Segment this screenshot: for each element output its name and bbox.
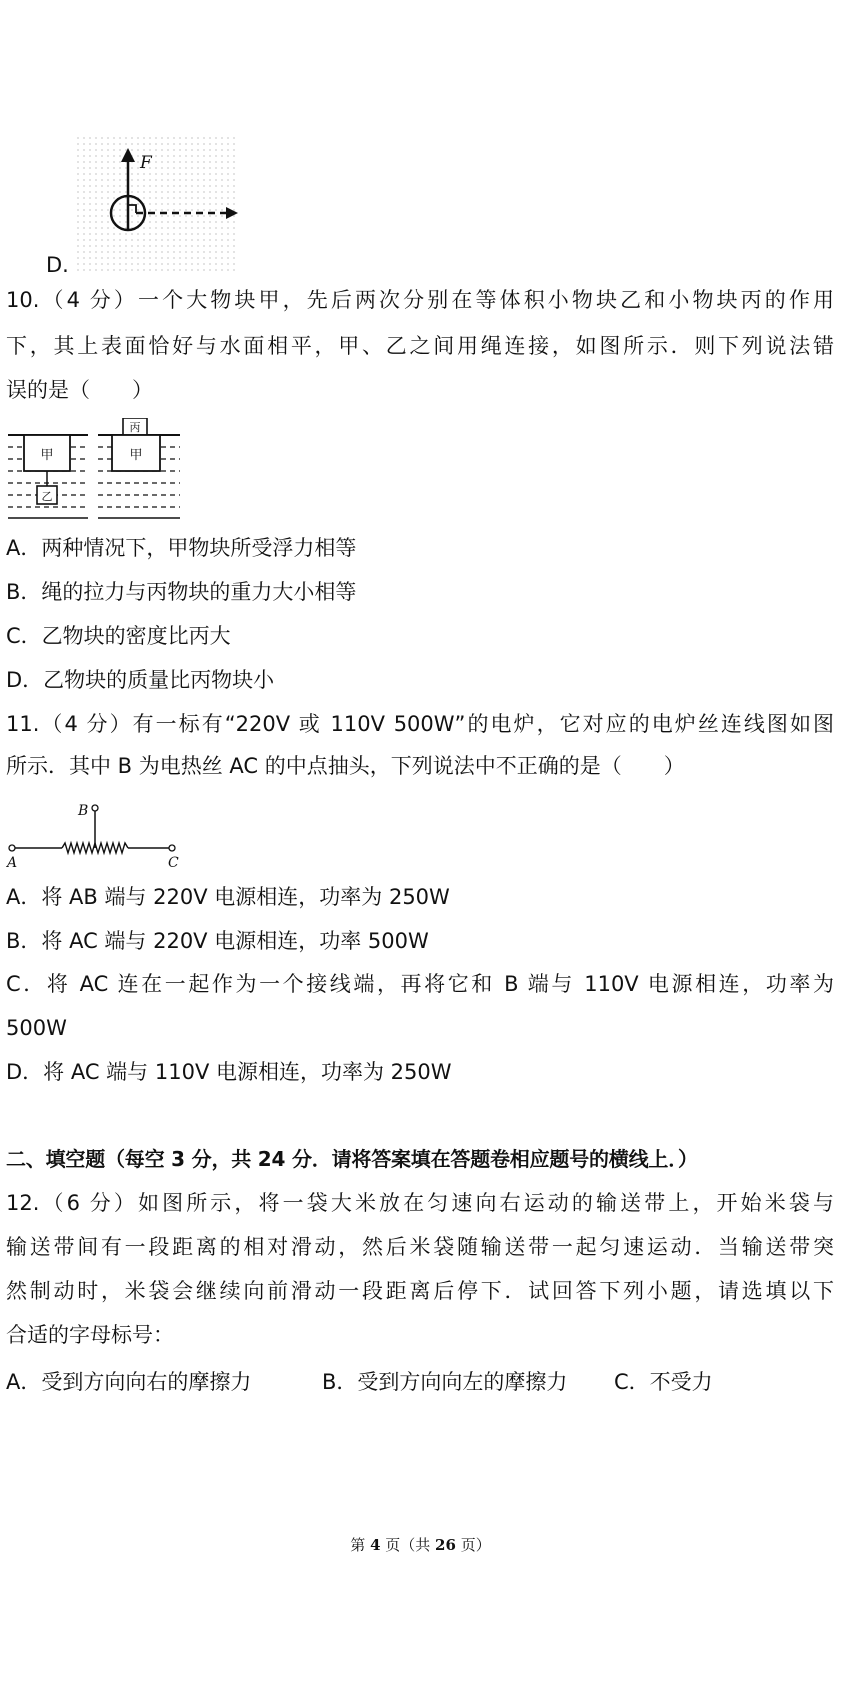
block-jia-right-label: 甲 [129,448,143,463]
q11-option-c-line-2: 500W [6,1016,67,1040]
q10-option-d: D．乙物块的质量比丙物块小 [6,668,275,692]
q11-option-a: A．将 AB 端与 220V 电源相连，功率为 250W [6,885,450,909]
block-yi-label: 乙 [41,490,53,503]
block-jia-left-label: 甲 [40,448,54,463]
q11-stem-line-1: 11.（4 分）有一标有“220V 或 110V 500W”的电炉，它对应的电炉丝连线图如图 [6,712,834,736]
q12-stem-line-1: 12.（6 分）如图所示，将一袋大米放在匀速向右运动的输送带上，开始米袋与 [6,1191,834,1215]
q12-option-c: C．不受力 [614,1370,713,1394]
q10-option-c: C．乙物块的密度比丙大 [6,624,231,648]
q12-stem-line-3: 然制动时，米袋会继续向前滑动一段距离后停下．试回答下列小题，请选填以下 [6,1279,834,1303]
footer-middle: 页（共 [380,1536,436,1554]
q12-option-a: A．受到方向向右的摩擦力 [6,1370,252,1394]
q10-stem-line-1: 10.（4 分）一个大物块甲，先后两次分别在等体积小物块乙和小物块丙的作用 [6,288,834,312]
q9-option-d-figure [76,136,246,276]
terminal-c [169,845,175,851]
q10-buoyancy-figure [6,418,186,522]
q12-stem-line-2: 输送带间有一段距离的相对滑动，然后米袋随输送带一起匀速运动．当输送带突 [6,1235,834,1259]
terminal-a [9,845,15,851]
page-footer [0,1535,841,1555]
footer-total-pages: 26 [435,1536,456,1554]
q12-stem-line-4: 合适的字母标号： [6,1323,174,1347]
q11-option-c-line-1: C．将 AC 连在一起作为一个接线端，再将它和 B 端与 110V 电源相连，功率为 [6,972,834,996]
terminal-b-label: B [78,803,89,819]
q10-stem-line-2: 下，其上表面恰好与水面相平，甲、乙之间用绳连接，如图所示．则下列说法错 [6,334,834,358]
q11-option-b: B．将 AC 端与 220V 电源相连，功率 500W [6,929,429,953]
q10-stem-line-3: 误的是（ ） [6,378,153,402]
q12-option-b: B．受到方向向左的摩擦力 [322,1370,568,1394]
dotted-background [76,136,238,274]
q11-heater-wire-figure [4,798,194,870]
q11-option-d: D．将 AC 端与 110V 电源相连，功率为 250W [6,1060,452,1084]
footer-suffix: 页） [455,1536,491,1554]
footer-page-number: 4 [370,1536,381,1554]
section-2-heading: 二、填空题（每空 3 分，共 24 分．请将答案填在答题卷相应题号的横线上．） [6,1147,698,1171]
terminal-b [92,805,98,811]
force-label: F [140,153,152,173]
left-container [8,435,88,518]
right-container [98,418,180,518]
q11-stem-line-2: 所示．其中 B 为电热丝 AC 的中点抽头，下列说法中不正确的是（ ） [6,754,685,778]
terminal-c-label: C [168,855,179,870]
terminal-a-label: A [7,855,18,870]
q9-option-d-label: D. [46,253,69,277]
q10-option-a: A．两种情况下，甲物块所受浮力相等 [6,536,357,560]
q10-option-b: B．绳的拉力与丙物块的重力大小相等 [6,580,357,604]
footer-prefix: 第 [350,1536,371,1554]
block-bing-label: 丙 [129,421,141,434]
